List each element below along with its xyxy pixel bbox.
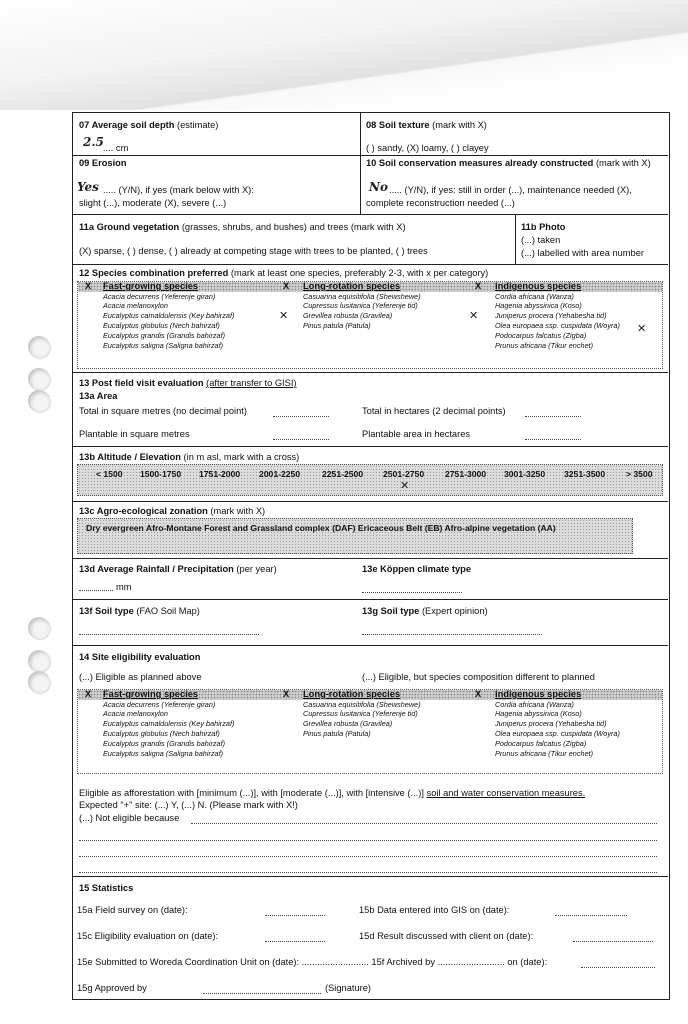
section-13d-hint: (per year): [236, 564, 277, 574]
section-13b: [73, 447, 668, 502]
punch-hole: [28, 336, 50, 358]
reason-line[interactable]: [79, 872, 657, 873]
section-09-title: 09 Erosion: [79, 158, 127, 168]
long-species-2[interactable]: Cupressus lusitanica (Yeferenje tid): [303, 301, 418, 310]
ground-vegetation-options[interactable]: (X) sparse, ( ) dense, ( ) already at competing stage with trees to be planted, ( ) trees: [79, 246, 428, 256]
long-species-2[interactable]: Cupressus lusitanica (Yeferenje tid): [303, 709, 418, 718]
gis-entry-date[interactable]: [555, 915, 627, 916]
species-x-col: X: [283, 281, 290, 291]
plantable-hectares-field[interactable]: [525, 439, 581, 440]
fast-species-5[interactable]: Eucalyptus grandis (Grandis bahirzaf): [103, 331, 226, 340]
altitude-band[interactable]: 2751-3000: [445, 469, 487, 479]
punch-hole: [28, 390, 50, 412]
section-13b-hint: (in m asl, mark with a cross): [183, 452, 300, 462]
fast-species-4[interactable]: Eucalyptus globulus (Nech bahirzaf): [103, 729, 220, 738]
altitude-band[interactable]: 1751-2000: [199, 469, 241, 479]
eligibility-eval-date[interactable]: [265, 941, 325, 942]
gis-entry-label: 15b Data entered into GIS on (date):: [359, 905, 510, 915]
eligibility-eval-label: 15c Eligibility evaluation on (date):: [77, 931, 219, 941]
photo-labelled-option[interactable]: (...) labelled with area number: [521, 248, 644, 258]
section-13f-title: 13f Soil type: [79, 606, 134, 616]
eligible-as-planned-option[interactable]: (...) Eligible as planned above: [79, 672, 202, 682]
section-11b-title: 11b Photo: [521, 222, 566, 232]
indig-species-4[interactable]: Olea europaea ssp. cuspidata (Woyra): [495, 321, 620, 330]
punch-hole: [28, 368, 50, 390]
long-species-3[interactable]: Grevillea robusta (Gravilea): [303, 719, 393, 728]
photo-taken-option[interactable]: (...) taken: [521, 235, 561, 245]
fast-species-3[interactable]: Eucalyptus camaldulensis (Key bahirzaf): [103, 719, 235, 728]
rainfall-field[interactable]: [79, 590, 113, 591]
section-13c-title: 13c Agro-ecological zonation: [79, 506, 208, 516]
altitude-band[interactable]: < 1500: [96, 469, 123, 479]
indig-species-4[interactable]: Olea europaea ssp. cuspidata (Woyra): [495, 729, 620, 738]
woreda-submitted-date[interactable]: ..........................: [301, 957, 369, 967]
section-10-title: 10 Soil conservation measures already constructed: [366, 158, 594, 168]
punch-hole: [28, 617, 50, 639]
section-13-title: 13 Post field visit evaluation: [79, 378, 204, 388]
agro-zones: [77, 518, 633, 554]
result-discussed-date[interactable]: [573, 941, 653, 942]
section-10-hint: (mark with X): [595, 158, 651, 168]
species-x-col: X: [475, 689, 482, 699]
section-13a-title: 13a Area: [79, 391, 118, 401]
section-08-hint: (mark with X): [432, 120, 487, 130]
archived-by-field[interactable]: ..........................: [437, 957, 505, 967]
plantable-hectares-label: Plantable area in hectares: [362, 429, 471, 439]
fast-species-3[interactable]: Eucalyptus camaldulensis (Key bahirzaf): [103, 311, 235, 320]
eligibility-line1: Eligible as afforestation with [minimum (...)], with [moderate (...)], with [intensive (...)]: [79, 788, 424, 798]
total-square-metres-field[interactable]: [273, 416, 329, 417]
total-square-metres-label: Total in square metres (no decimal point): [79, 406, 247, 416]
indig-species-2[interactable]: Hagenia abyssinica (Koso): [495, 301, 582, 310]
fast-species-4[interactable]: Eucalyptus globulus (Nech bahirzaf): [103, 321, 220, 330]
conservation-line2: complete reconstruction needed (...): [366, 198, 515, 208]
section-12: [73, 265, 668, 373]
section-13e-title: 13e Köppen climate type: [362, 564, 472, 574]
altitude-band[interactable]: 3251-3500: [564, 469, 606, 479]
section-13d-13e: [73, 559, 668, 600]
indig-species-3[interactable]: Juniperus procera (Yehabesha tid): [495, 719, 607, 728]
fast-growing-header: Fast-growing species: [103, 281, 199, 291]
indigenous-header: Indigenous species: [495, 281, 582, 291]
indig-species-5[interactable]: Podocarpus falcatus (Zigba): [495, 331, 587, 340]
soil-water-link: soil and water conservation measures.: [426, 788, 586, 798]
field-survey-label: 15a Field survey on (date):: [77, 905, 188, 915]
section-15-title: 15 Statistics: [79, 883, 134, 893]
fast-species-2[interactable]: Acacia melanoxylon: [103, 301, 168, 310]
cross-mark: ✕: [469, 309, 479, 322]
survey-form: [72, 112, 670, 1000]
section-09-10: [73, 156, 668, 215]
fao-soil-field[interactable]: [79, 634, 259, 635]
field-survey-date[interactable]: [265, 915, 325, 916]
soil-depth-unit: .... cm: [103, 143, 129, 153]
section-13g-title: 13g Soil type: [362, 606, 420, 616]
koppen-field[interactable]: [362, 592, 462, 593]
cross-mark: ✕: [279, 309, 289, 322]
punch-hole: [28, 650, 50, 672]
species-x-col: X: [85, 281, 92, 291]
cross-mark: ✕: [637, 322, 647, 335]
rainfall-unit: mm: [116, 582, 132, 592]
indig-species-1[interactable]: Cordia africana (Wanza): [495, 700, 574, 709]
long-rotation-header: Long-rotation species: [303, 281, 401, 291]
long-species-1[interactable]: Casuarina equisitifolia (Shewshewe): [303, 700, 421, 709]
altitude-band[interactable]: 2501-2750: [383, 469, 425, 479]
conservation-answer-handwritten[interactable]: No: [369, 180, 388, 194]
altitude-band[interactable]: 1500-1750: [140, 469, 182, 479]
section-13f-hint: (FAO Soil Map): [136, 606, 200, 616]
indig-species-3[interactable]: Juniperus procera (Yehabesha tid): [495, 311, 607, 320]
species-x-col: X: [283, 689, 290, 699]
not-eligible-option[interactable]: (...) Not eligible because: [79, 813, 180, 823]
section-08-title: 08 Soil texture: [366, 120, 430, 130]
indig-species-5[interactable]: Podocarpus falcatus (Zigba): [495, 739, 587, 748]
long-species-3[interactable]: Grevillea robusta (Gravilea): [303, 311, 393, 320]
section-13-13a: [73, 373, 668, 447]
conservation-line1: ..... (Y/N), if yes: still in order (...), maintenance needed (X),: [389, 185, 632, 195]
section-11a-title: 11a Ground vegetation: [79, 222, 180, 232]
section-13c-hint: (mark with X): [210, 506, 266, 516]
section-15: [73, 877, 668, 999]
plantable-square-metres-label: Plantable in square metres: [79, 429, 190, 439]
reason-line[interactable]: [79, 840, 657, 841]
approved-by-label: 15g Approved by: [77, 983, 147, 993]
soil-texture-options[interactable]: ( ) sandy, (X) loamy, ( ) clayey: [366, 143, 489, 153]
indig-species-2[interactable]: Hagenia abyssinica (Koso): [495, 709, 582, 718]
section-07-hint: (estimate): [177, 120, 219, 130]
fast-species-1[interactable]: Acacia decurrens (Yeferenje giran): [103, 700, 216, 709]
section-13-link[interactable]: (after transfer to GISI): [206, 378, 297, 388]
eligible-different-option[interactable]: (...) Eligible, but species composition different to planned: [362, 672, 595, 682]
cross-mark: ✕: [400, 479, 410, 492]
erosion-answer-handwritten[interactable]: Yes: [77, 180, 99, 194]
woreda-submitted-label: 15e Submitted to Woreda Coordination Unit on (date):: [77, 957, 300, 967]
section-14-title: 14 Site eligibility evaluation: [79, 652, 201, 662]
total-hectares-field[interactable]: [525, 416, 581, 417]
indigenous-header-2: Indigenous species: [495, 689, 582, 699]
species-x-col: X: [475, 281, 482, 291]
section-12-title: 12 Species combination preferred: [79, 268, 229, 278]
section-13b-title: 13b Altitude / Elevation: [79, 452, 181, 462]
long-species-1[interactable]: Casuarina equisitifolia (Shewshewe): [303, 292, 421, 301]
page-fold-shadow: [0, 0, 688, 110]
altitude-bands: [77, 464, 663, 496]
approved-by-field[interactable]: [203, 993, 321, 994]
altitude-band[interactable]: 2251-2500: [322, 469, 364, 479]
indig-species-6[interactable]: Prunus africana (Tikur enchet): [495, 341, 594, 350]
erosion-severity-options[interactable]: slight (...), moderate (X), severe (...): [79, 198, 227, 208]
reason-line[interactable]: [191, 823, 657, 824]
section-07-title: 07 Average soil depth: [79, 120, 175, 130]
section-13f-13g: [73, 600, 668, 646]
section-11: [73, 215, 668, 265]
total-hectares-label: Total in hectares (2 decimal points): [362, 406, 506, 416]
fast-species-1[interactable]: Acacia decurrens (Yeferenje giran): [103, 292, 216, 301]
fast-species-5[interactable]: Eucalyptus grandis (Grandis bahirzaf): [103, 739, 226, 748]
signature-label: (Signature): [325, 983, 371, 993]
indig-species-6[interactable]: Prunus africana (Tikur enchet): [495, 749, 594, 758]
section-07-08: [73, 113, 668, 156]
altitude-band[interactable]: 2001-2250: [259, 469, 301, 479]
altitude-band[interactable]: 3001-3250: [504, 469, 546, 479]
result-discussed-label: 15d Result discussed with client on (date):: [359, 931, 534, 941]
section-11a-hint: (mark with X): [350, 222, 406, 232]
punch-hole: [28, 671, 50, 693]
long-species-4[interactable]: Pinus patula (Patula): [303, 321, 371, 330]
archived-date[interactable]: [581, 967, 655, 968]
long-species-4[interactable]: Pinus patula (Patula): [303, 729, 371, 738]
plantable-square-metres-field[interactable]: [273, 439, 329, 440]
expert-soil-field[interactable]: [362, 634, 542, 635]
fast-species-6[interactable]: Eucalyptus saligna (Saligna bahirzaf): [103, 749, 224, 758]
fast-growing-header-2: Fast-growing species: [103, 689, 199, 699]
reason-line[interactable]: [79, 856, 657, 857]
section-12-hint: (mark at least one species, preferably 2-3, with x per category): [230, 268, 489, 278]
soil-depth-handwritten[interactable]: 2.5: [83, 135, 104, 149]
altitude-band[interactable]: > 3500: [626, 469, 653, 479]
archived-on-label: on (date):: [507, 957, 548, 967]
section-11a-title2: (grasses, shrubs, and bushes) and trees: [181, 222, 349, 232]
long-rotation-header-2: Long-rotation species: [303, 689, 401, 699]
expected-site-line[interactable]: Expected "+" site: (...) Y, (...) N. (Please mark with X!): [79, 800, 298, 810]
section-13d-title: 13d Average Rainfall / Precipitation: [79, 564, 234, 574]
section-14: [73, 646, 668, 877]
section-13g-hint: (Expert opinion): [421, 606, 488, 616]
agro-zone-options[interactable]: Dry evergreen Afro-Montane Forest and Grassland complex (DAF) Ericaceous Belt (EB) Afro-alpine vegetation (AA): [86, 523, 556, 533]
species-x-col: X: [85, 689, 92, 699]
archived-by-label: 15f Archived by: [371, 957, 435, 967]
erosion-line1: ..... (Y/N), if yes (mark below with X):: [103, 185, 254, 195]
section-13c: [73, 502, 668, 559]
indig-species-1[interactable]: Cordia africana (Wanza): [495, 292, 574, 301]
fast-species-6[interactable]: Eucalyptus saligna (Saligna bahirzaf): [103, 341, 224, 350]
fast-species-2[interactable]: Acacia melanoxylon: [103, 709, 168, 718]
